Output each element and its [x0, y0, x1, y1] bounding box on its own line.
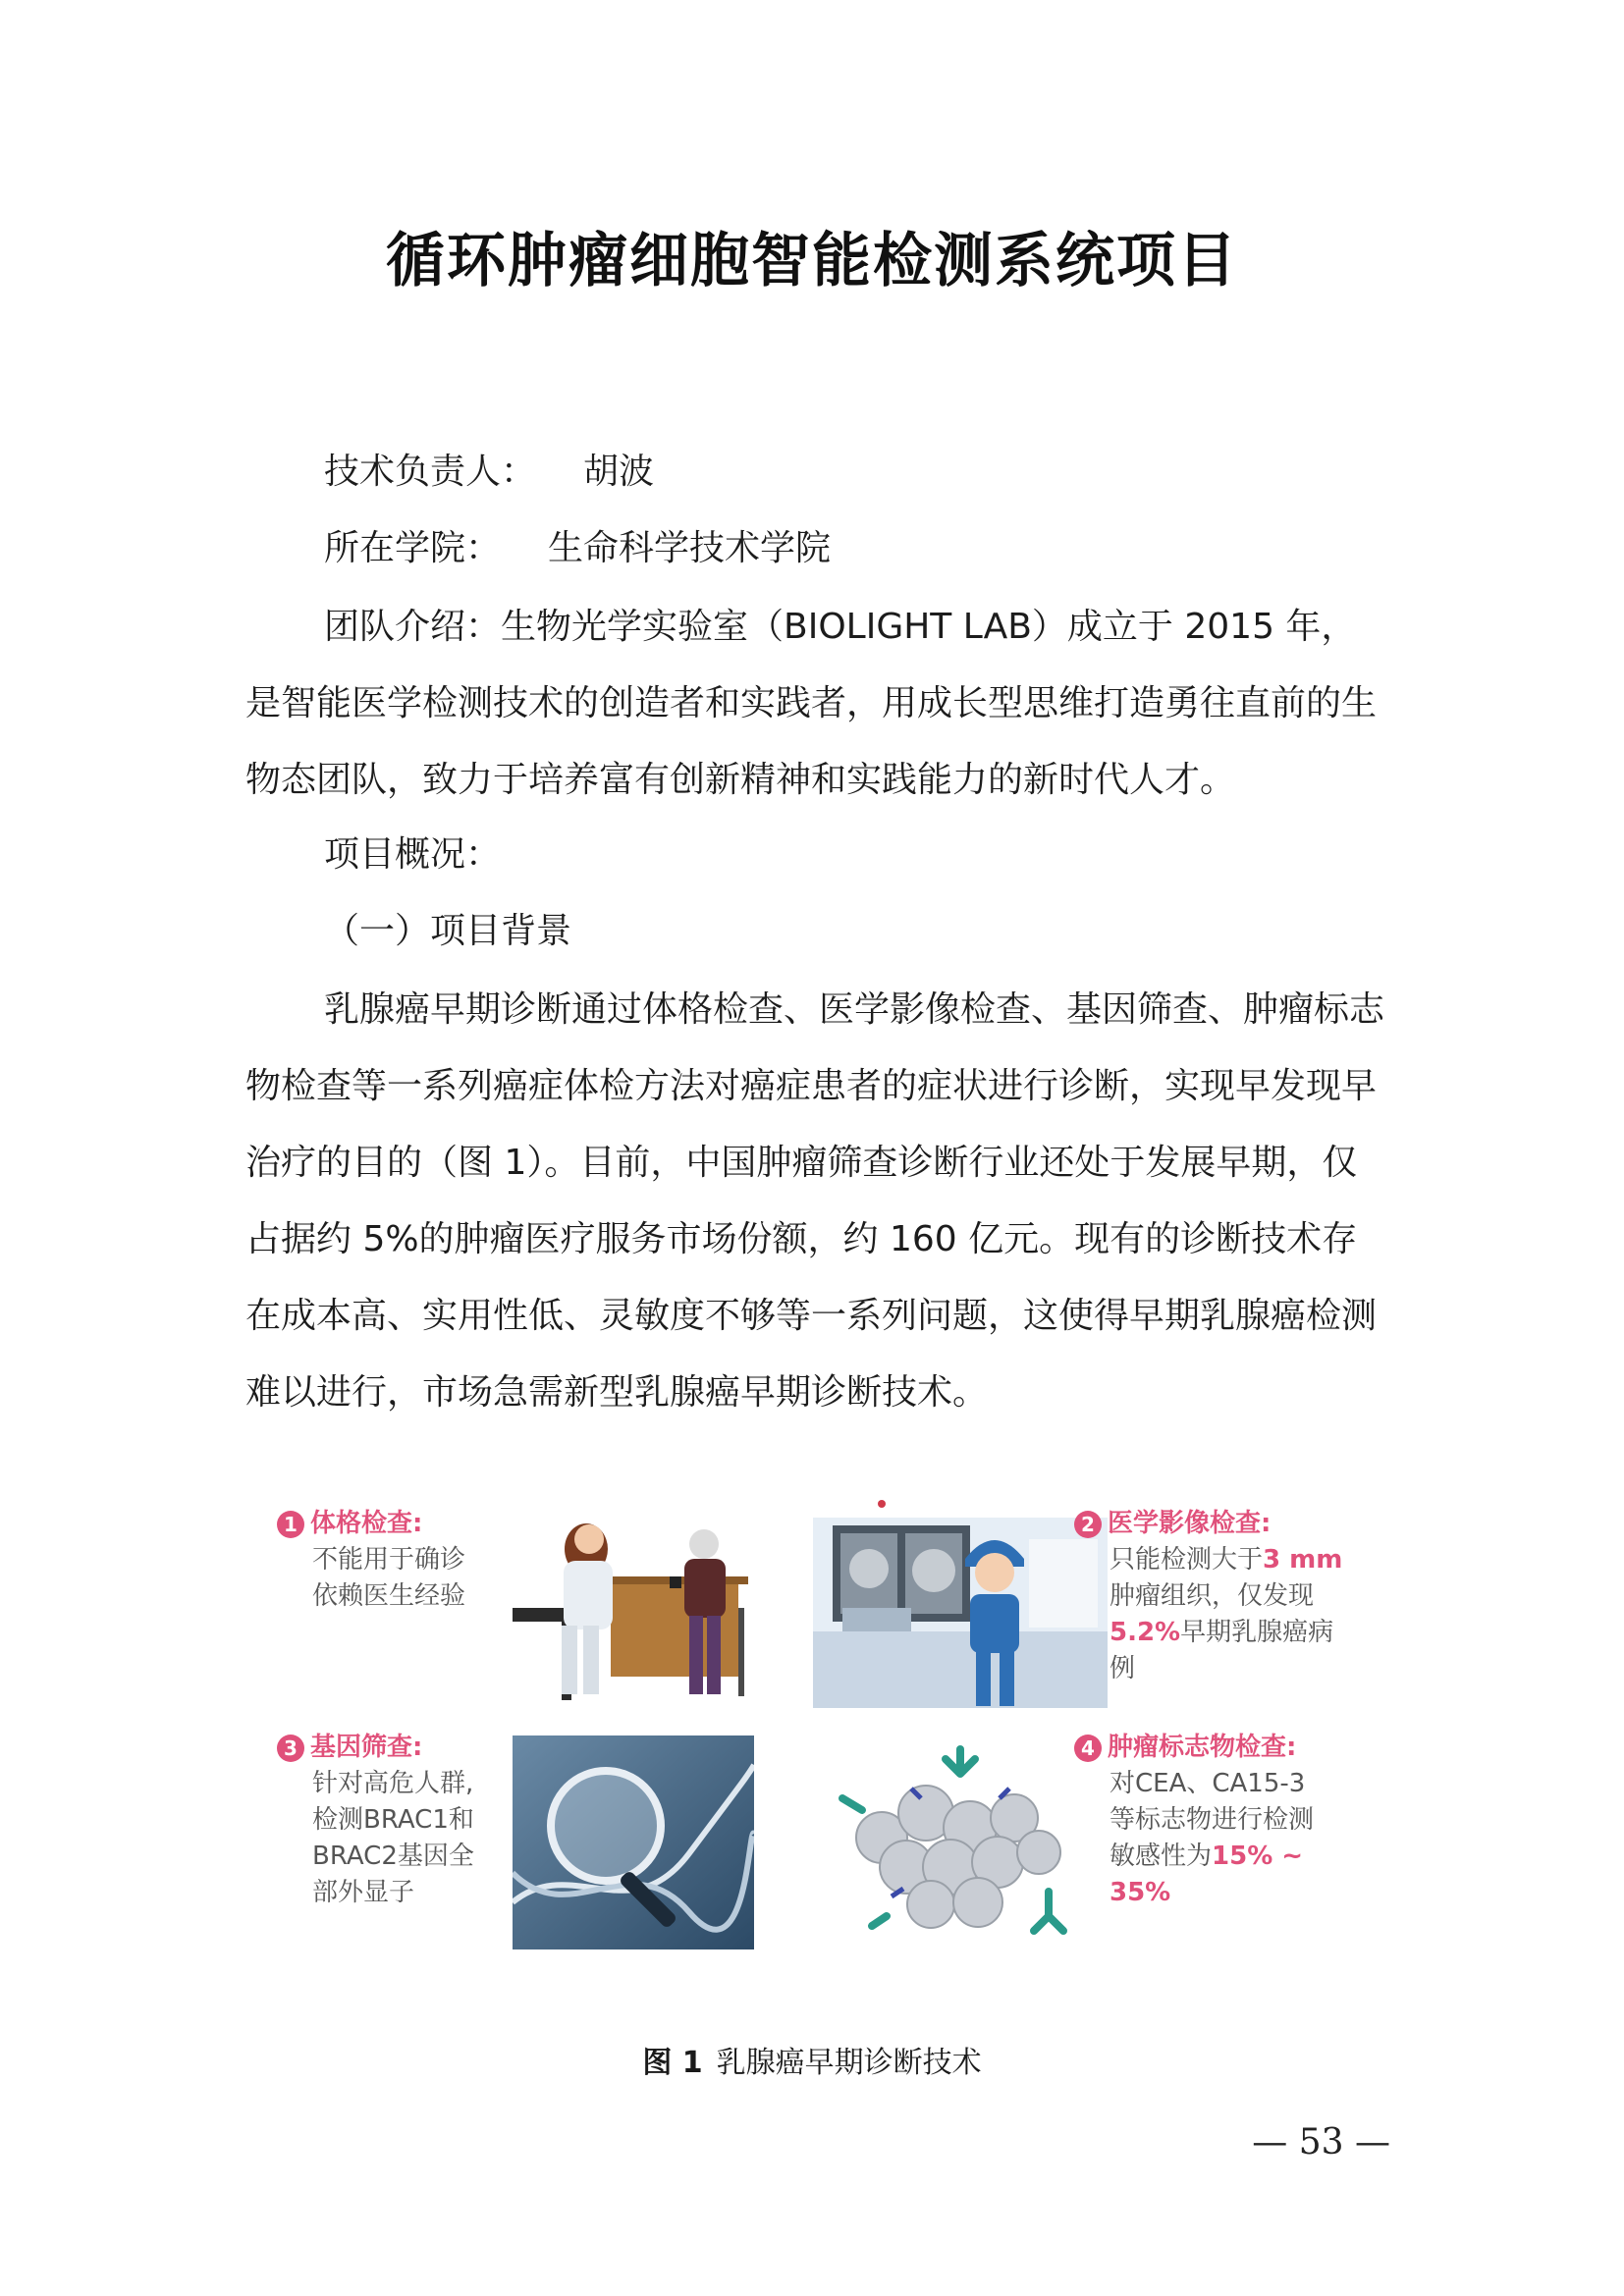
highlight-value: 15% ~ [1212, 1842, 1304, 1871]
panel-medical-imaging [1074, 1506, 1342, 1687]
panel-heading: 肿瘤标志物检查: [1108, 1733, 1297, 1762]
panel-heading: 体格检查: [310, 1509, 423, 1538]
panel-line: 检测BRAC1和 [312, 1805, 474, 1835]
highlight-value: 35% [1110, 1878, 1171, 1907]
doctor-patient-illustration [503, 1500, 787, 1706]
figure-diagnosis-methods [267, 1484, 1375, 1967]
panel-physical-exam [277, 1506, 465, 1615]
panel-line: 只能检测大于 [1110, 1545, 1264, 1575]
leader-line [324, 444, 654, 494]
highlight-value: 3 mm [1263, 1545, 1343, 1575]
highlight-value: 5.2% [1110, 1618, 1181, 1647]
panel-line: 不能用于确诊 [312, 1545, 466, 1575]
panel-line: 肿瘤组织，仅发现 [1110, 1581, 1315, 1611]
college-line [324, 520, 831, 570]
panel-line: 部外显子 [312, 1878, 415, 1907]
figure-label: 图 1 [642, 2046, 703, 2080]
panel-line: 对CEA、CA15-3 [1110, 1769, 1306, 1798]
leader-label: 技术负责人： [324, 452, 537, 492]
dna-magnifier-illustration [513, 1735, 754, 1949]
panel-line: 早期乳腺癌病 [1180, 1618, 1334, 1647]
panel-gene-screening [277, 1730, 474, 1911]
college-label: 所在学院： [324, 528, 502, 568]
panel-tumor-marker [1074, 1730, 1314, 1911]
caption-text: 乳腺癌早期诊断技术 [716, 2046, 982, 2080]
panel-line: 针对高危人群, [312, 1769, 474, 1798]
panel-heading: 医学影像检查: [1108, 1509, 1272, 1538]
page-number: — 53 — [1252, 2122, 1390, 2163]
panel-line: 敏感性为 [1110, 1842, 1213, 1871]
college-value: 生命科学技术学院 [548, 528, 832, 568]
number-badge: 1 [277, 1511, 304, 1538]
medical-imaging-illustration [813, 1500, 1108, 1708]
panel-line: 等标志物进行检测 [1110, 1805, 1315, 1835]
section-heading: （一）项目背景 [324, 911, 572, 951]
panel-line: 例 [1110, 1654, 1136, 1683]
number-badge: 3 [277, 1735, 304, 1762]
panel-line: BRAC2基因全 [312, 1842, 474, 1871]
panel-heading: 基因筛查: [310, 1733, 423, 1762]
team-intro: 团队介绍：生物光学实验室（BIOLIGHT LAB）成立于 2015 年，是智能医学检测技术的创造者和实践者，用成长型思维打造勇往直前的生物态团队，致力于培养富有创新精神和实践能力的新时代人才。 [245, 607, 1378, 800]
panel-line: 依赖医生经验 [312, 1581, 466, 1611]
figure-caption [0, 2038, 1624, 2081]
number-badge: 2 [1074, 1511, 1102, 1538]
background-paragraph: 乳腺癌早期诊断通过体格检查、医学影像检查、基因筛查、肿瘤标志物检查等一系列癌症体检方法对癌症患者的症状进行诊断，实现早发现早治疗的目的（图 1）。目前，中国肿瘤筛查诊断行业还处于发展早期，仅占据约 5%的肿瘤医疗服务市场份额，约 160 亿元。现有的诊断技术存在成本高、实用性低、灵敏度不够等一系列问题，这使得早期乳腺癌检测难以进行，市场急需新型乳腺癌早期诊断技术。 [245, 989, 1385, 1413]
page-title: 循环肿瘤细胞智能检测系统项目 [386, 227, 1238, 295]
leader-value: 胡波 [583, 452, 655, 492]
number-badge: 4 [1074, 1735, 1102, 1762]
overview-heading: 项目概况： [324, 834, 502, 875]
tumor-marker-illustration [813, 1730, 1108, 1949]
